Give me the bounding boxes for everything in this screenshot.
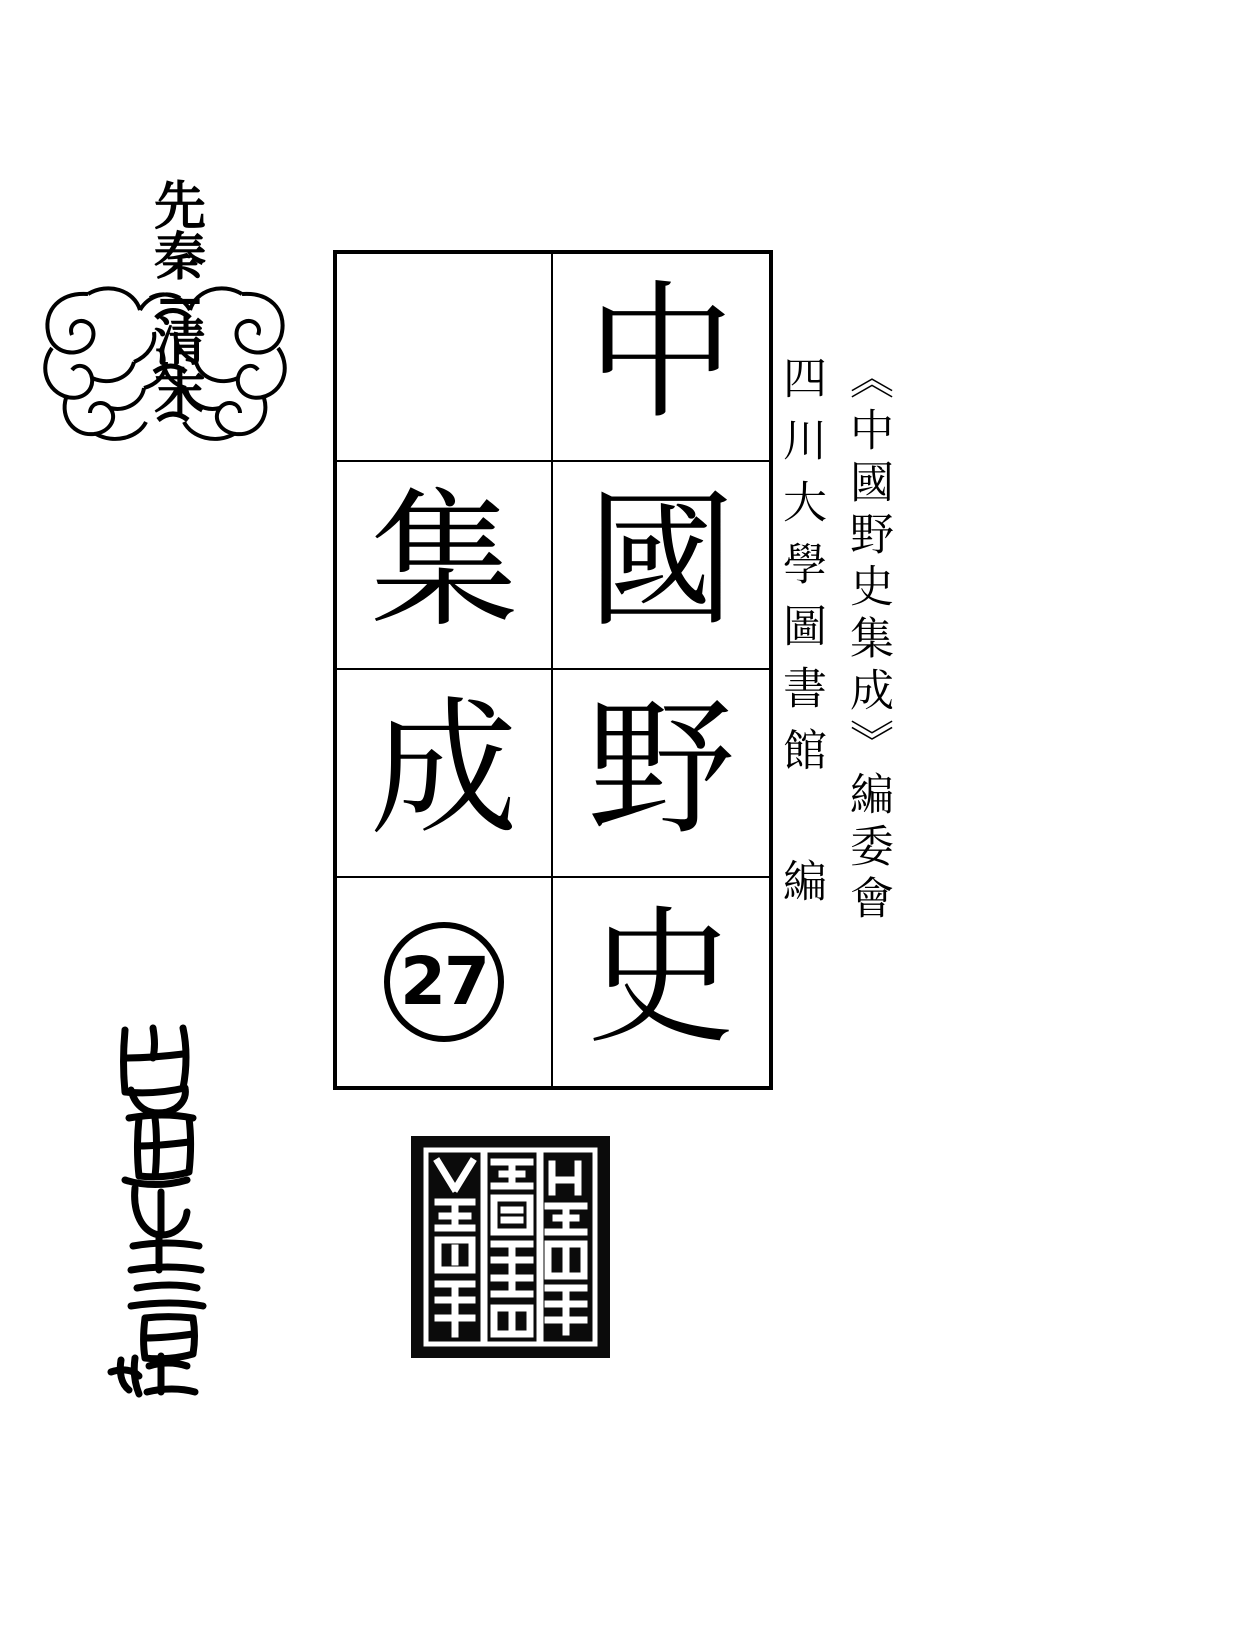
title-cell-empty xyxy=(337,254,553,462)
title-glyph: 中 xyxy=(587,267,735,439)
title-cell-guo xyxy=(553,462,769,670)
title-cell-ji xyxy=(337,462,553,670)
editorial-committee-credit: 《中國野史集成》編委會 xyxy=(842,355,893,927)
series-char-3: 清 xyxy=(153,312,206,374)
series-char-1: 先 xyxy=(153,176,206,237)
volume-number-badge: 27 xyxy=(384,922,504,1042)
series-char-4: 末 xyxy=(153,363,206,425)
red-seal-stamp xyxy=(408,1128,613,1360)
institution-credit: 四川大學圖書館 編 xyxy=(775,355,826,920)
title-glyph: 集 xyxy=(370,475,518,647)
title-cell-shi xyxy=(553,878,769,1086)
publisher-calligraphy-mark xyxy=(95,1000,275,1400)
title-glyph: 野 xyxy=(587,683,735,855)
title-glyph: 成 xyxy=(370,683,518,855)
title-glyph: 史 xyxy=(587,892,735,1064)
title-cell-cheng xyxy=(337,670,553,878)
title-glyph: 國 xyxy=(587,475,735,647)
title-cell-ye xyxy=(553,670,769,878)
series-char-2: 秦 xyxy=(153,227,206,289)
series-separator: — xyxy=(158,273,202,325)
title-cell-zhong xyxy=(553,254,769,462)
title-cell-volume xyxy=(337,878,553,1086)
title-character-grid xyxy=(333,250,773,1090)
series-period-label xyxy=(140,176,220,425)
